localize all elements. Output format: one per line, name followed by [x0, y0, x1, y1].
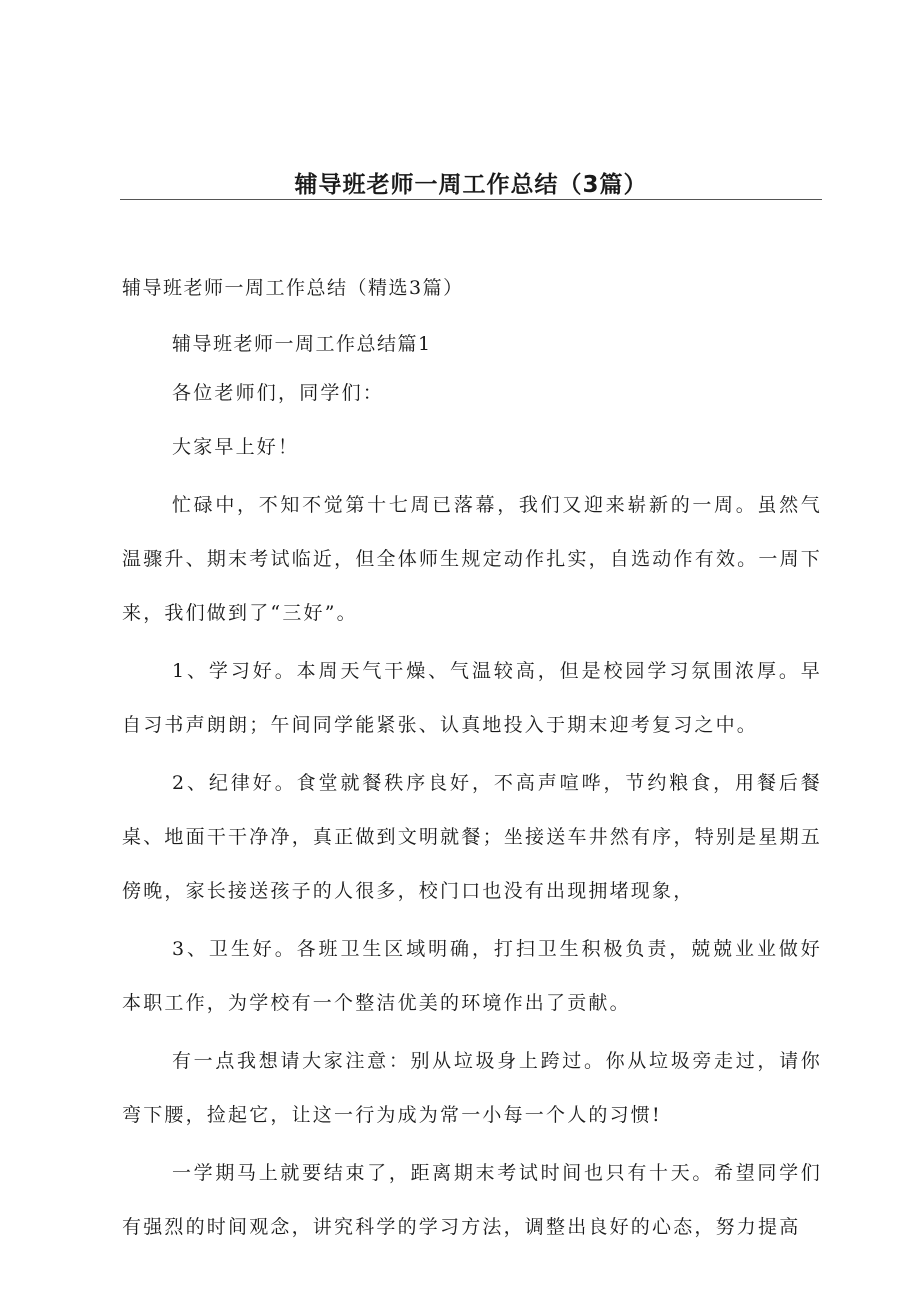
paragraph-greeting: 各位老师们，同学们： — [172, 382, 385, 404]
paragraph-exam: 一学期马上就要结束了，距离期末考试时间也只有十天。希望同学们有强烈的时间观念，讲究科学的学习方法，调整出良好的心态，努力提高 — [122, 1162, 822, 1238]
document-subtitle: 辅导班老师一周工作总结（精选3篇） — [122, 277, 464, 299]
section-heading: 辅导班老师一周工作总结篇1 — [172, 333, 432, 355]
paragraph-study: 1、学习好。本周天气干燥、气温较高，但是校园学习氛围浓厚。早自习书声朗朗；午间同学能紧张、认真地投入于期末迎考复习之中。 — [122, 660, 822, 736]
title-divider — [120, 199, 822, 200]
paragraph-notice: 有一点我想请大家注意：别从垃圾身上跨过。你从垃圾旁走过，请你弯下腰，捡起它，让这一行为成为常一小每一个人的习惯! — [122, 1050, 822, 1126]
paragraph-intro: 忙碌中，不知不觉第十七周已落幕，我们又迎来崭新的一周。虽然气温骤升、期末考试临近，但全体师生规定动作扎实，自选动作有效。一周下来，我们做到了“三好”。 — [122, 494, 822, 624]
paragraph-good-morning: 大家早上好！ — [172, 436, 300, 458]
document-title: 辅导班老师一周工作总结（3篇） — [294, 172, 648, 198]
paragraph-hygiene: 3、卫生好。各班卫生区域明确，打扫卫生积极负责，兢兢业业做好本职工作，为学校有一个整洁优美的环境作出了贡献。 — [122, 938, 822, 1014]
document-body — [122, 266, 822, 1254]
paragraph-discipline: 2、纪律好。食堂就餐秩序良好，不高声喧哗，节约粮食，用餐后餐桌、地面干干净净，真正做到文明就餐；坐接送车井然有序，特别是星期五傍晚，家长接送孩子的人很多，校门口也没有出现拥堵现象， — [122, 772, 822, 902]
